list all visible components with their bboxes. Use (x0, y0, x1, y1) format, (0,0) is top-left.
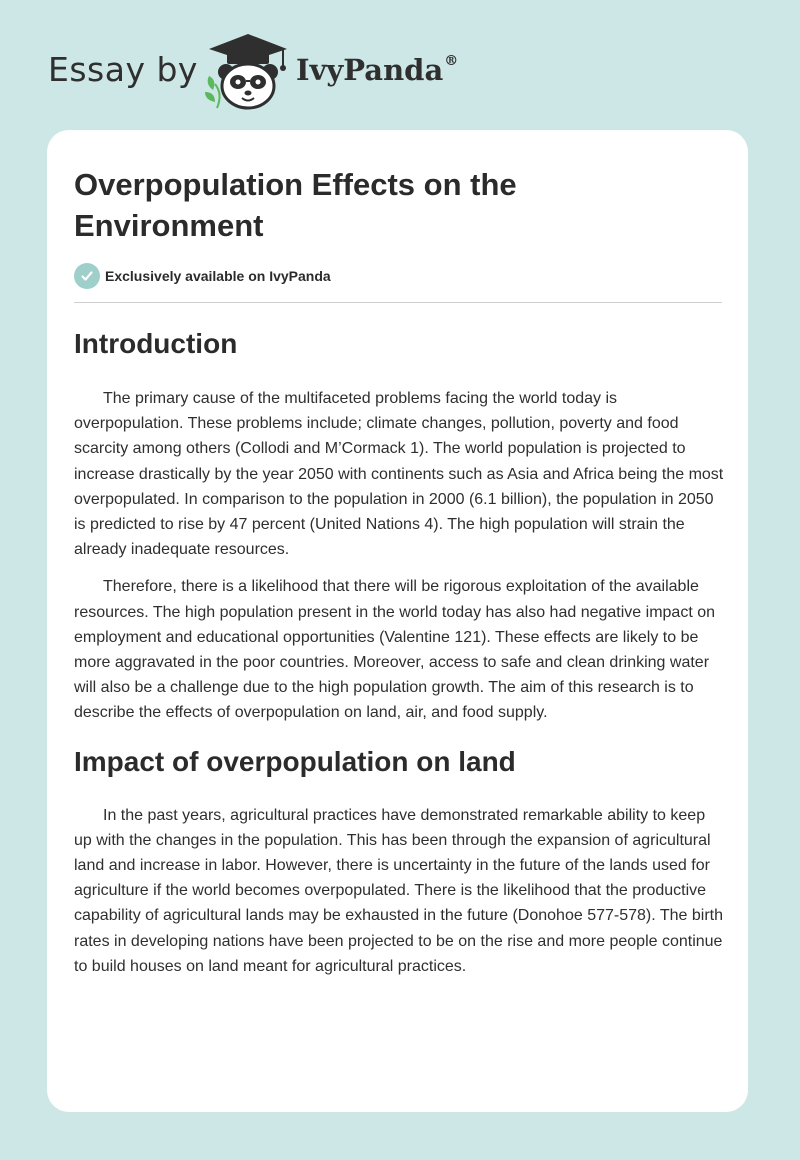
section-heading-introduction: Introduction (74, 328, 238, 359)
panda-graduate-logo-icon[interactable] (203, 32, 293, 112)
essay-by-label: Essay by (48, 50, 198, 89)
essay-card (47, 130, 748, 1112)
paragraph: The primary cause of the multifaceted problems facing the world today is overpopulation. These problems include; climate changes, pollution, poverty and food scarcity among others (Collodi and M’Cormack 1). The world population is projected to increase drastically by the year 2050 with continents such as Asia and Africa being the most overpopulated. In comparison to the population in 2000 (6.1 billion), the population in 2050 is predicted to rise by 47 percent (United Nations 4). The high population will strain the already inadequate resources. (74, 390, 724, 559)
site-header (48, 32, 548, 112)
registered-mark: ® (444, 53, 459, 69)
divider (74, 302, 722, 303)
paragraph: Therefore, there is a likelihood that there will be rigorous exploitation of the available resources. The high population present in the world today has also had negative impact on employment and educational opportunities (Valentine 121). These effects are likely to be more aggravated in the poor countries. Moreover, access to safe and clean drinking water will also be a challenge due to the high population growth. The aim of this research is to describe the effects of overpopulation on land, air, and food supply. (74, 578, 715, 722)
page-title: Overpopulation Effects on the Environment (74, 167, 517, 243)
paragraph: In the past years, agricultural practices have demonstrated remarkable ability to keep up with the changes in the population. This has been through the expansion of agricultural land and increase in labor. However, there is uncertainty in the future of the lands used for agriculture if the world becomes overpopulated. There is the likelihood that the productive capability of agricultural lands may be exhausted in the future (Donohoe 577-578). The birth rates in developing nations have been projected to be on the rise and more people continue to build houses on land meant for agricultural practices. (74, 806, 723, 975)
exclusive-badge-text: Exclusively available on IvyPanda (105, 268, 331, 284)
brand-name[interactable]: IvyPanda® (296, 53, 459, 87)
check-circle-icon (74, 263, 100, 289)
essay-body (74, 320, 724, 979)
section-heading-impact-on-land: Impact of overpopulation on land (74, 745, 516, 777)
exclusive-badge (74, 263, 331, 289)
